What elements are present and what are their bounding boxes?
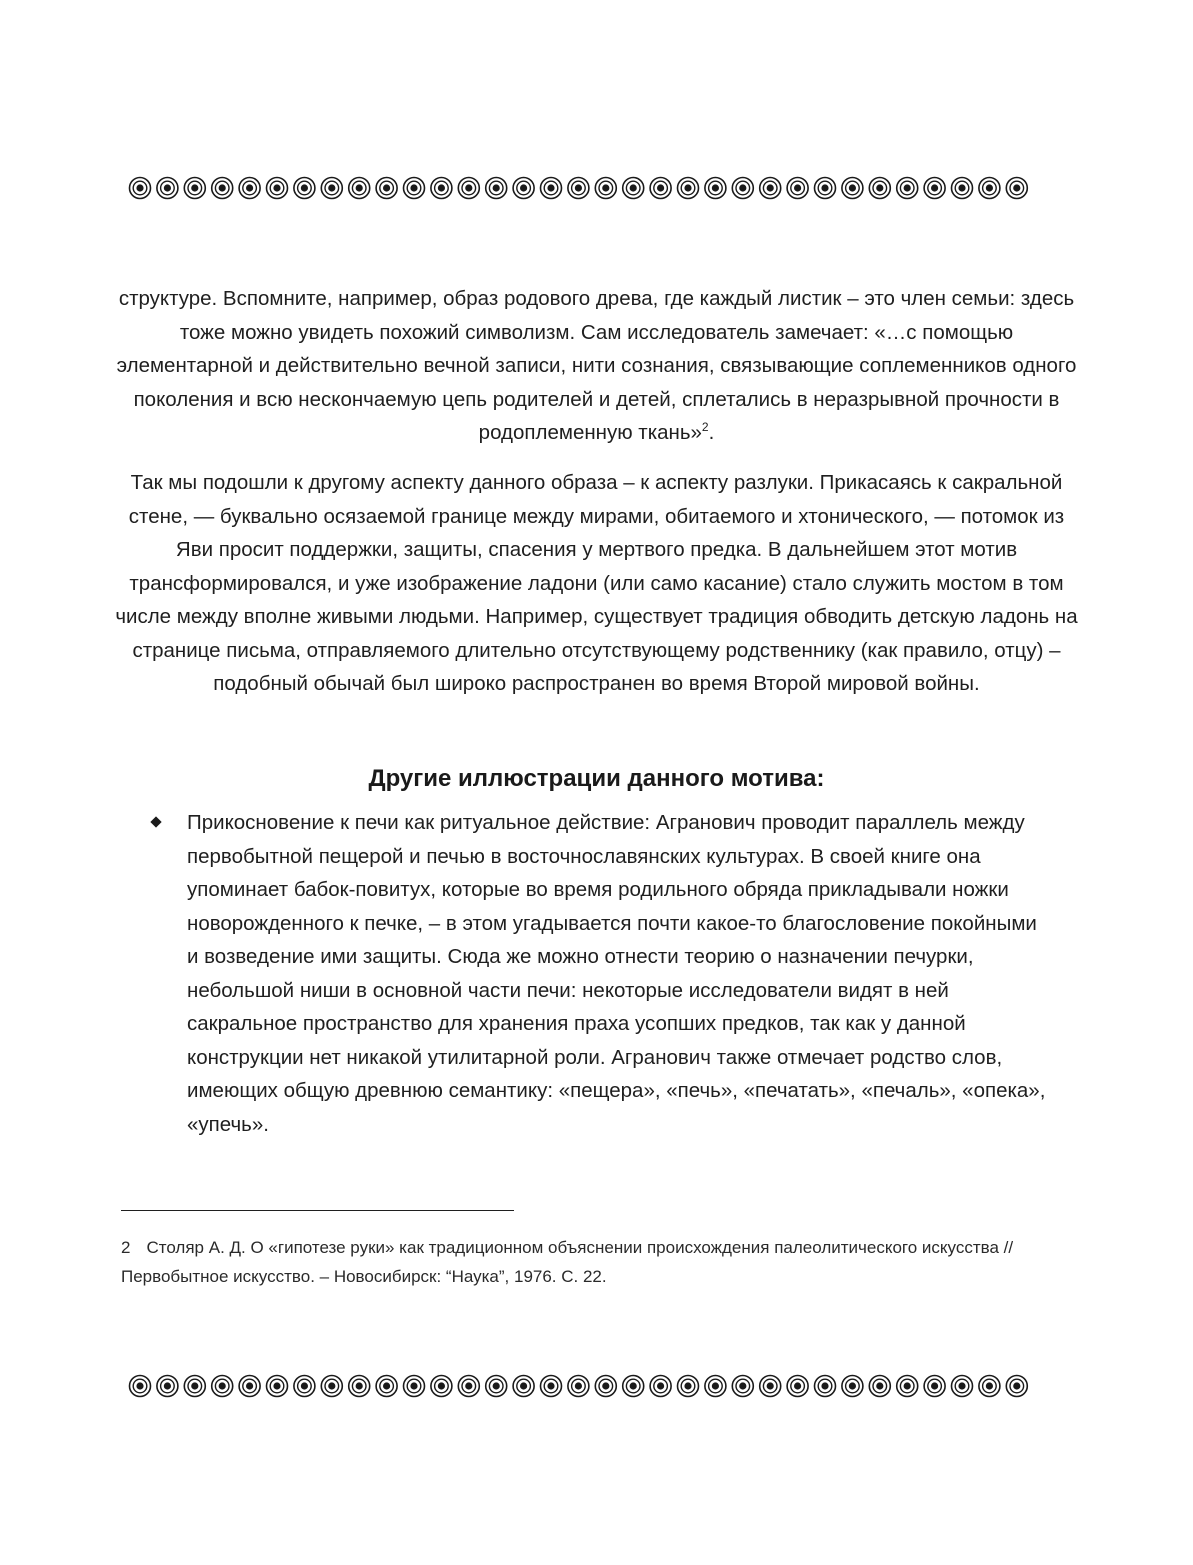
concentric-circle-icon bbox=[978, 1376, 999, 1397]
concentric-circle-icon bbox=[540, 1376, 561, 1397]
concentric-circle-icon bbox=[814, 178, 835, 199]
concentric-circle-icon bbox=[458, 1376, 479, 1397]
concentric-circle-icon bbox=[129, 1376, 150, 1397]
concentric-circle-icon bbox=[266, 1376, 287, 1397]
concentric-circle-icon bbox=[430, 178, 451, 199]
concentric-circle-icon bbox=[293, 1376, 314, 1397]
concentric-circle-icon bbox=[430, 1376, 451, 1397]
concentric-circle-icon bbox=[513, 1376, 534, 1397]
concentric-circle-icon bbox=[677, 1376, 698, 1397]
concentric-circle-icon bbox=[951, 1376, 972, 1397]
concentric-circle-icon bbox=[293, 178, 314, 199]
list-item bbox=[150, 806, 1050, 1141]
section-heading: Другие иллюстрации данного мотива: bbox=[368, 765, 825, 792]
bullet-list bbox=[150, 806, 1050, 1141]
concentric-circle-icon bbox=[869, 1376, 890, 1397]
diamond-bullet-icon bbox=[150, 816, 161, 827]
footnote-reference[interactable]: 2 bbox=[701, 420, 709, 435]
concentric-circle-icon bbox=[348, 178, 369, 199]
concentric-circle-icon bbox=[239, 178, 260, 199]
concentric-circle-icon bbox=[348, 1376, 369, 1397]
concentric-circle-icon bbox=[266, 178, 287, 199]
concentric-circle-icon bbox=[567, 1376, 588, 1397]
concentric-circle-icon bbox=[595, 1376, 616, 1397]
concentric-circle-icon bbox=[704, 178, 725, 199]
concentric-circle-icon bbox=[677, 178, 698, 199]
concentric-circle-icon bbox=[184, 1376, 205, 1397]
concentric-circle-icon bbox=[841, 178, 862, 199]
concentric-circle-icon bbox=[787, 178, 808, 199]
concentric-circle-icon bbox=[978, 178, 999, 199]
ornament-row bbox=[127, 175, 1067, 201]
body-paragraph-1: структуре. Вспомните, например, образ родового древа, где каждый листик – это член семьи: здесь тоже можно увидеть похожий символизм. Сам исследователь замечает: «…с помощью элементарной и действительно вечной записи, нити сознания, связывающие соплеменников одного поколения и всю нескончаемую цепь родителей и детей, сплетались в неразрывной прочности в родоплеменную ткань»$^2$. bbox=[116, 287, 1077, 444]
concentric-circle-icon bbox=[567, 178, 588, 199]
ornament-row bbox=[127, 1373, 1067, 1399]
concentric-circle-icon bbox=[184, 178, 205, 199]
paragraph-1-text: структуре. Вспомните, например, образ родового древа, где каждый листик – это член семьи: здесь тоже можно увидеть похожий символизм. Сам исследователь замечает: «…с помощью элементарной и действительно вечной записи, нити сознания, связывающие соплеменников одного поколения и всю нескончаемую цепь родителей и детей, сплетались в неразрывной прочности в родоплеменную ткань» bbox=[116, 287, 1077, 444]
concentric-circle-icon bbox=[841, 1376, 862, 1397]
footnote-text: Столяр А. Д. О «гипотезе руки» как традиционном объяснении происхождения палеолитического искусства // Первобытное искусство. – Новосибирск: “Наука”, 1976. С. 22. bbox=[121, 1238, 1014, 1286]
concentric-circle-icon bbox=[622, 1376, 643, 1397]
concentric-circle-icon bbox=[924, 178, 945, 199]
concentric-circle-icon bbox=[787, 1376, 808, 1397]
concentric-circle-icon bbox=[1006, 178, 1027, 199]
concentric-circle-icon bbox=[129, 178, 150, 199]
concentric-circle-icon bbox=[622, 178, 643, 199]
concentric-circle-icon bbox=[458, 178, 479, 199]
concentric-circle-icon bbox=[211, 178, 232, 199]
concentric-circle-icon bbox=[156, 1376, 177, 1397]
concentric-circle-icon bbox=[650, 178, 671, 199]
concentric-circle-icon bbox=[759, 1376, 780, 1397]
concentric-circle-icon bbox=[704, 1376, 725, 1397]
concentric-circle-icon bbox=[759, 178, 780, 199]
concentric-circle-icon bbox=[211, 1376, 232, 1397]
footnote-divider bbox=[121, 1210, 514, 1211]
concentric-circle-icon bbox=[403, 178, 424, 199]
concentric-circle-icon bbox=[595, 178, 616, 199]
concentric-circle-icon bbox=[869, 178, 890, 199]
footnote-number: 2 bbox=[121, 1238, 131, 1257]
concentric-circle-icon bbox=[239, 1376, 260, 1397]
footnote bbox=[121, 1233, 1021, 1291]
concentric-circle-icon bbox=[403, 1376, 424, 1397]
concentric-circle-icon bbox=[732, 1376, 753, 1397]
concentric-circle-icon bbox=[485, 178, 506, 199]
concentric-circle-icon bbox=[924, 1376, 945, 1397]
concentric-circle-icon bbox=[485, 1376, 506, 1397]
concentric-circle-icon bbox=[321, 178, 342, 199]
body-paragraph-2: Так мы подошли к другому аспекту данного образа – к аспекту разлуки. Прикасаясь к сакральной стене, — буквально осязаемой границе между мирами, обитаемого и хтонического, — потомок из Яви просит поддержки, защиты, спасения у мертвого предка. В дальнейшем этот мотив трансформировался, и уже изображение ладони (или само касание) стало служить мостом в том числе между вполне живыми людьми. Например, существует традиция обводить детскую ладонь на странице письма, отправляемого длительно отсутствующему родственнику (как правило, отцу) – подобный обычай был широко распространен во время Второй мировой войны. bbox=[115, 471, 1078, 695]
list-item-text: Прикосновение к печи как ритуальное действие: Агранович проводит параллель между первобытной пещерой и печью в восточнославянских культурах. В своей книге она упоминает бабок-повитух, которые во время родильного обряда прикладывали ножки новорожденного к печке, – в этом угадывается почти какое-то благословение покойными и возведение ими защиты. Сюда же можно отнести теорию о назначении печурки, небольшой ниши в основной части печи: некоторые исследователи видят в ней сакральное пространство для хранения праха усопших предков, так как у данной конструкции нет никакой утилитарной роли. Агранович также отмечает родство слов, имеющих общую древнюю семантику: «пещера», «печь», «печатать», «печаль», «опека», «упечь». bbox=[187, 811, 1046, 1136]
concentric-circle-icon bbox=[814, 1376, 835, 1397]
concentric-circle-icon bbox=[951, 178, 972, 199]
concentric-circle-icon bbox=[513, 178, 534, 199]
concentric-circle-icon bbox=[1006, 1376, 1027, 1397]
concentric-circle-icon bbox=[650, 1376, 671, 1397]
ornament-border-top bbox=[0, 175, 1193, 201]
concentric-circle-icon bbox=[896, 1376, 917, 1397]
concentric-circle-icon bbox=[156, 178, 177, 199]
concentric-circle-icon bbox=[376, 1376, 397, 1397]
concentric-circle-icon bbox=[540, 178, 561, 199]
concentric-circle-icon bbox=[896, 178, 917, 199]
concentric-circle-icon bbox=[321, 1376, 342, 1397]
ornament-border-bottom bbox=[0, 1373, 1193, 1399]
concentric-circle-icon bbox=[376, 178, 397, 199]
concentric-circle-icon bbox=[732, 178, 753, 199]
